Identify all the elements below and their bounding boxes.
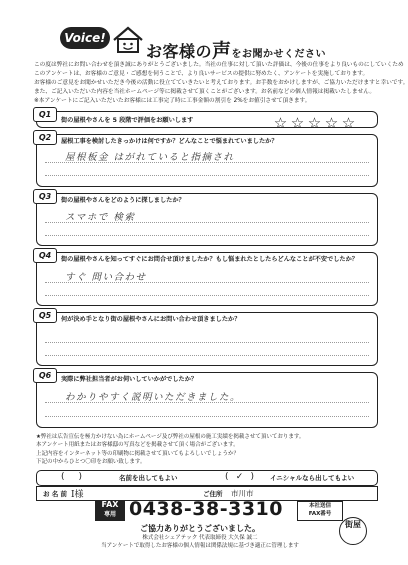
footer-notes (36, 433, 376, 467)
question-text: 実際に弊社担当者がお伺いしていかがでしたか？ (61, 376, 198, 383)
answer-text[interactable]: スマホで 検索 (65, 212, 136, 223)
answer-line (45, 175, 369, 176)
answer-line (45, 402, 369, 403)
page-title (146, 36, 326, 63)
question-number: Q3 (33, 189, 57, 204)
footer-note-line: 本アンケート用紙またはお客様邸の写真などを掲載させて頂く場合がございます。 (36, 442, 239, 449)
address-field[interactable]: 市川市 (231, 489, 254, 498)
fax-tag-sub: 専用 (103, 511, 116, 518)
star-icon[interactable]: ☆ (324, 114, 339, 132)
consent-option-1-checkbox[interactable]: ( ) (61, 472, 83, 482)
question-text: 街の屋根やさんを知ってすぐにお問合せ頂けましたか？もし悩まれたとしたらどんなことが不安でしたか？ (61, 256, 358, 263)
fax-label-line: FAX番号 (308, 511, 332, 517)
house-icon (112, 26, 144, 54)
answer-text[interactable]: 屋根板金 はがれていると指摘され (65, 152, 235, 163)
footer-note-line: ★弊社は広告宣伝を極力かけない為にホームページ及び弊社の屋根の施工実績を掲載させて頂いております。 (36, 434, 305, 440)
name-field[interactable]: I様 (71, 490, 84, 500)
title-big: 声 (212, 40, 232, 62)
star-icon[interactable]: ☆ (290, 114, 305, 132)
consent-option-2-label: イニシャルなら出してもよい (270, 474, 355, 482)
question-text: 屋根工事を検討したきっかけは何ですか？どんなことで悩まれていましたか？ (61, 138, 278, 145)
footer-note-line: 上記内容をインターネット等の印刷物に掲載させて頂いてもよろしいでしょうか？ (36, 450, 240, 457)
consent-options (36, 470, 378, 486)
question-1 (36, 110, 378, 132)
company-line: 当アンケートで取得したお客様の個人情報は関係法規に基づき適正に管理します (101, 543, 299, 549)
company-stamp (339, 517, 367, 545)
company-line: 株式会社シェアテック 代表取締役 大久保 誠二 (142, 535, 258, 541)
answer-line (45, 416, 369, 417)
intro-line: このアンケートは、お客様のご意見・ご感想を伺うことで、より良いサービスの提供に努めたく、アンケートを実施しております。 (34, 71, 369, 78)
answer-text[interactable]: すぐ 問い合わせ (65, 272, 147, 283)
intro-text (34, 61, 408, 106)
question-number: Q6 (33, 368, 57, 383)
star-icon[interactable]: ☆ (307, 114, 322, 132)
intro-line: この度は弊社にお問い合わせを頂き誠にありがとうございました。当社の仕事に対して頂いた評価は、今後の仕事をより良いものにしていくため (34, 62, 404, 68)
intro-line: ※本アンケートにご記入いただいたお客様には工事完了時に工事金額の割引を 2%をお値引させて頂きます。 (34, 98, 311, 105)
consent-option-2-checkbox[interactable]: ( ✓ ) (225, 472, 255, 482)
answer-line (45, 235, 369, 236)
address-label: ご住所 (203, 490, 223, 498)
question-3 (36, 193, 378, 246)
question-number: Q1 (33, 107, 57, 122)
question-number: Q2 (33, 130, 57, 145)
question-5 (36, 312, 378, 366)
stamp-text: 街屋 (345, 520, 361, 529)
title-part-b: をお聞かせください (231, 49, 327, 60)
fax-tag (95, 500, 125, 521)
question-2 (36, 134, 378, 187)
star-rating[interactable] (272, 113, 357, 132)
intro-line: また、ご記入いただいた内容を当社ホームページ等に掲載させて頂くことがございます。お名前などの個人情報は掲載いたしません。 (34, 89, 376, 96)
fax-contact (95, 500, 345, 522)
question-text: 街の屋根やさんをどのように探しましたか？ (61, 197, 185, 204)
name-label: お 名 前 (43, 490, 68, 498)
consent-option-1-label: 名前を出してもよい (119, 474, 178, 482)
footer-note-line: 下記の中からひとつ〇印をお願い致します。 (36, 459, 146, 466)
fax-tag-text: FAX (101, 500, 119, 509)
fax-number: 0438-38-3310 (129, 498, 283, 520)
title-part-a: お客様の (146, 42, 213, 61)
consent-mark: ✓ (235, 472, 244, 482)
question-6 (36, 372, 378, 428)
fax-number-label (297, 501, 343, 521)
answer-line (45, 222, 369, 223)
answer-line (45, 162, 369, 163)
question-number: Q4 (33, 248, 57, 263)
voice-badge: Voice! (60, 27, 110, 49)
star-icon[interactable]: ☆ (273, 114, 288, 132)
question-number: Q5 (33, 308, 57, 323)
star-icon[interactable]: ☆ (341, 114, 356, 132)
intro-line: お客様のご意見をお聞かせいただき今後の活動に役立てていきたいと考えております。お手数をおかけしますが、ご協力いただけますと幸いです。 (34, 80, 408, 87)
question-text: 街の屋根やさんを 5 段階で評価をお願いします (61, 117, 194, 124)
answer-line (45, 355, 369, 356)
question-4 (36, 252, 378, 306)
answer-line (45, 282, 369, 283)
answer-line (45, 295, 369, 296)
thanks-text: ご協力ありがとうございました。 (140, 524, 260, 533)
answer-line (45, 342, 369, 343)
question-text: 何が決め手となり街の屋根やさんにお問い合わせ頂きましたか？ (61, 316, 241, 323)
fax-label-line: 本社送信 (308, 503, 331, 509)
answer-text[interactable]: わかりやすく説明いただきました。 (65, 392, 242, 403)
